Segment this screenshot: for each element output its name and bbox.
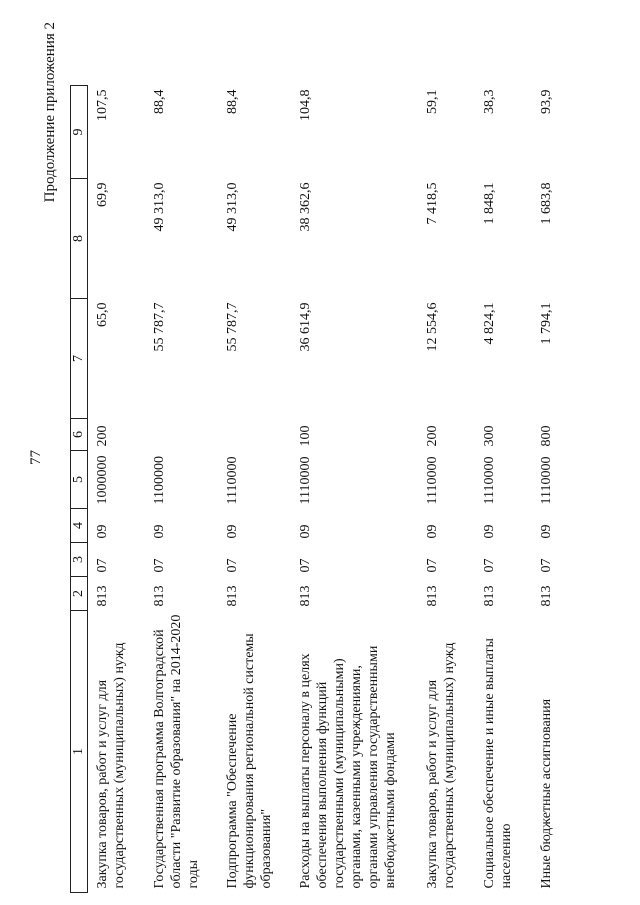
row-code-2: 813 (298, 585, 313, 607)
row-code-5: 1110000 (482, 456, 497, 505)
row-value-9: 93,9 (539, 89, 554, 114)
row-code-4: 09 (95, 524, 110, 539)
row-code-5: 1100000 (152, 456, 167, 505)
row-value-7: 12 554,6 (425, 302, 440, 352)
row-code-4: 09 (152, 524, 167, 539)
row-value-9: 38,3 (482, 89, 497, 114)
row-code-5: 1000000 (95, 455, 110, 505)
row-code-2: 813 (225, 585, 240, 607)
table-row (88, 86, 146, 893)
budget-table (70, 85, 598, 893)
row-name: Социальное обеспечение и иные выплаты населению (482, 638, 514, 889)
table-row (145, 86, 218, 893)
row-code-4: 09 (539, 524, 554, 539)
row-code-3: 07 (482, 558, 497, 573)
row-code-6 (145, 419, 218, 451)
table-row (418, 86, 475, 893)
row-code-3: 07 (225, 558, 240, 573)
row-value-8: 49 313,0 (225, 182, 240, 232)
continuation-label: Продолжение приложения 2 (42, 22, 58, 203)
table-row (475, 86, 532, 893)
table-row (218, 86, 291, 893)
header-col-2: 2 (71, 577, 88, 611)
header-col-8: 8 (71, 179, 88, 299)
row-value-8: 1 848,1 (482, 182, 497, 225)
row-code-6: 100 (298, 425, 313, 447)
row-code-3: 07 (539, 558, 554, 573)
row-name: Расходы на выплаты персоналу в целях обеспечения выполнения функций государственными (муниципальными) органами, казенными учреждениями, органами управления государственными внебюджетными фондами (298, 645, 398, 889)
row-value-9: 88,4 (225, 89, 240, 114)
row-name: Закупка товаров, работ и услуг для государственных (муниципальных) нужд (425, 642, 457, 889)
row-code-3: 07 (425, 558, 440, 573)
row-value-7: 55 787,7 (225, 302, 240, 352)
header-col-4: 4 (71, 509, 88, 543)
header-col-9: 9 (71, 86, 88, 179)
header-col-3: 3 (71, 543, 88, 577)
row-code-6 (218, 419, 291, 451)
row-value-8: 38 362,6 (298, 182, 313, 232)
row-code-4: 09 (298, 524, 313, 539)
table-row (532, 86, 598, 893)
row-value-8: 49 313,0 (152, 182, 167, 232)
row-code-5: 1110000 (298, 456, 313, 505)
row-name: Подпрограмма "Обеспечение функционирования региональной системы образования" (225, 633, 274, 889)
table-row (291, 86, 418, 893)
header-col-1: 1 (71, 611, 88, 893)
row-value-8: 69,9 (95, 182, 110, 207)
row-value-8: 1 683,8 (539, 182, 554, 225)
row-code-2: 813 (425, 585, 440, 607)
row-value-8: 7 418,5 (425, 182, 440, 225)
header-col-5: 5 (71, 451, 88, 509)
row-code-4: 09 (225, 524, 240, 539)
row-code-2: 813 (539, 585, 554, 607)
page-number: 77 (28, 450, 44, 465)
row-code-3: 07 (152, 558, 167, 573)
row-value-9: 88,4 (152, 89, 167, 114)
row-value-7: 4 824,1 (482, 302, 497, 345)
row-code-6: 200 (425, 425, 440, 447)
row-code-5: 1110000 (225, 456, 240, 505)
row-value-7: 55 787,7 (152, 302, 167, 352)
row-code-6: 300 (482, 425, 497, 447)
row-code-4: 09 (425, 524, 440, 539)
row-value-9: 107,5 (95, 89, 110, 121)
header-row (71, 86, 88, 893)
row-code-5: 1110000 (425, 456, 440, 505)
row-code-3: 07 (298, 558, 313, 573)
row-code-6: 800 (539, 425, 554, 447)
row-value-9: 104,8 (298, 89, 313, 121)
row-name: Закупка товаров, работ и услуг для государственных (муниципальных) нужд (95, 642, 127, 889)
row-name: Иные бюджетные ассигнования (539, 698, 554, 889)
row-code-2: 813 (95, 585, 110, 607)
row-code-6: 200 (95, 425, 110, 447)
header-col-7: 7 (71, 299, 88, 419)
row-code-5: 1110000 (539, 456, 554, 505)
row-code-4: 09 (482, 524, 497, 539)
row-value-7: 1 794,1 (539, 302, 554, 345)
row-name: Государственная программа Волгоградской области "Развитие образования" на 2014-2020 годы (152, 614, 201, 889)
row-value-7: 65,0 (95, 302, 110, 327)
row-value-9: 59,1 (425, 89, 440, 114)
row-code-3: 07 (95, 558, 110, 573)
header-col-6: 6 (71, 419, 88, 451)
row-value-7: 36 614,9 (298, 302, 313, 352)
row-code-2: 813 (152, 585, 167, 607)
row-code-2: 813 (482, 585, 497, 607)
